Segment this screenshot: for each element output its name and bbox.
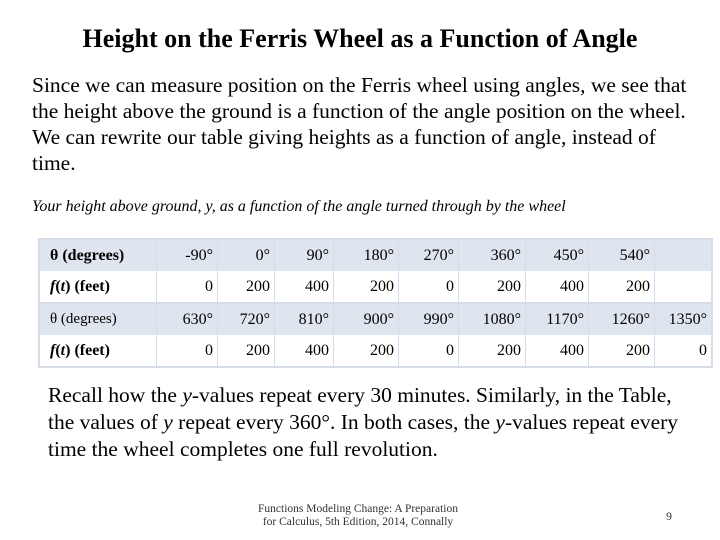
- table-cell: 200: [459, 335, 526, 367]
- table-cell: 90°: [275, 239, 334, 271]
- table-row: [39, 303, 712, 335]
- table-row: [39, 335, 712, 367]
- table-cell: 200: [459, 271, 526, 303]
- table-cell: 1080°: [459, 303, 526, 335]
- table-cell: 900°: [334, 303, 399, 335]
- f-label: f(t) (feet): [39, 271, 157, 303]
- table-cell: 400: [275, 335, 334, 367]
- table-cell: 0: [157, 335, 218, 367]
- footer-line: Functions Modeling Change: A Preparation: [258, 503, 458, 515]
- table-cell: 720°: [218, 303, 275, 335]
- table-cell: 400: [526, 335, 589, 367]
- table-cell: 0: [655, 335, 713, 367]
- theta-label: θ (degrees): [39, 239, 157, 271]
- table-cell: 0: [399, 271, 459, 303]
- table-cell: 0: [157, 271, 218, 303]
- table-row: [39, 271, 712, 303]
- table-cell: 1350°: [655, 303, 713, 335]
- table-cell: 1170°: [526, 303, 589, 335]
- intro-paragraph: Since we can measure position on the Ferris wheel using angles, we see that the height above the ground is a function of the angle position on the wheel. We can rewrite our table giving heights as a function of angle, instead of time.: [32, 73, 687, 175]
- table-cell: 200: [334, 271, 399, 303]
- table-cell: 540°: [589, 239, 655, 271]
- table-cell: 400: [275, 271, 334, 303]
- angle-height-table: [38, 238, 713, 368]
- footer-line: for Calculus, 5th Edition, 2014, Connally: [262, 516, 454, 528]
- table-row: [39, 239, 712, 271]
- page-number: 9: [666, 509, 672, 523]
- table-cell: 360°: [459, 239, 526, 271]
- table-cell: 200: [218, 335, 275, 367]
- table-cell: [655, 239, 713, 271]
- slide-title: Height on the Ferris Wheel as a Function of Angle: [82, 24, 638, 53]
- theta-label: θ (degrees): [39, 303, 157, 335]
- table-cell: 630°: [157, 303, 218, 335]
- table-cell: 810°: [275, 303, 334, 335]
- table-cell: 180°: [334, 239, 399, 271]
- table-caption: Your height above ground, y, as a function of the angle turned through by the wheel: [32, 198, 566, 215]
- table-cell: 0°: [218, 239, 275, 271]
- table-cell: 200: [589, 271, 655, 303]
- table-cell: 1260°: [589, 303, 655, 335]
- table-cell: 0: [399, 335, 459, 367]
- table-cell: [655, 271, 713, 303]
- table-cell: 400: [526, 271, 589, 303]
- footer-citation: [248, 503, 468, 529]
- table-cell: 450°: [526, 239, 589, 271]
- f-label: f(t) (feet): [39, 335, 157, 367]
- recall-paragraph: Recall how the y-values repeat every 30 minutes. Similarly, in the Table, the values of y repeat every 360°. In both cases, the y-values repeat every time the wheel completes one full revolution.: [48, 383, 679, 461]
- table-cell: 200: [334, 335, 399, 367]
- table-cell: 270°: [399, 239, 459, 271]
- table-cell: 990°: [399, 303, 459, 335]
- table-cell: 200: [589, 335, 655, 367]
- table-cell: 200: [218, 271, 275, 303]
- table-cell: -90°: [157, 239, 218, 271]
